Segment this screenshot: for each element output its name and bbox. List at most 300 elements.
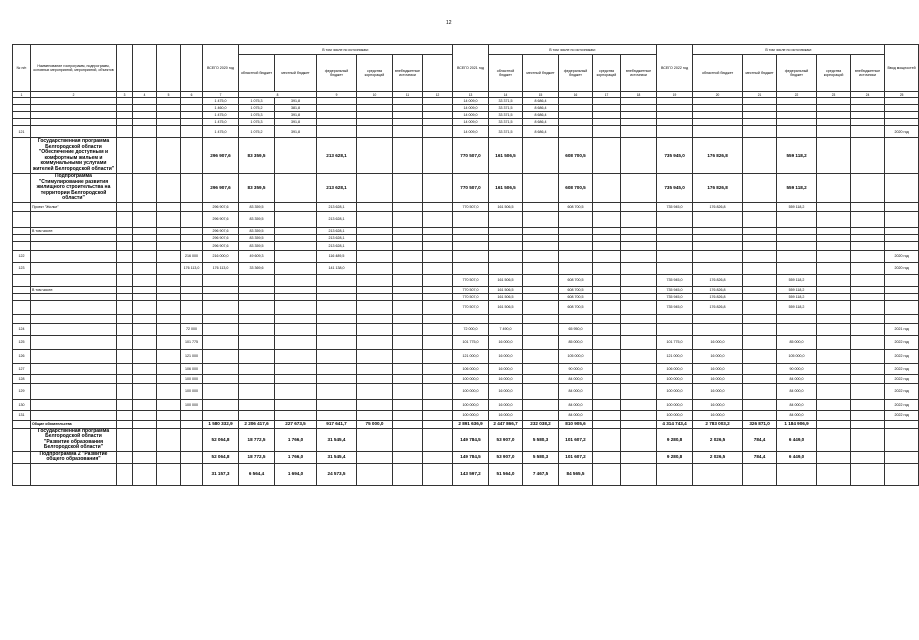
cell-c14 bbox=[453, 211, 489, 227]
cell-c23 bbox=[817, 451, 851, 463]
cell-c23 bbox=[817, 410, 851, 420]
column-number: 10 bbox=[357, 92, 393, 98]
row-number bbox=[13, 293, 31, 300]
cell-c23 bbox=[817, 293, 851, 300]
cell-c23 bbox=[817, 119, 851, 126]
cell-c20: 176 826,8 bbox=[693, 274, 743, 286]
cell-c12 bbox=[393, 420, 423, 428]
cell-c17 bbox=[559, 314, 593, 323]
cell-c14: 121 000,0 bbox=[453, 349, 489, 363]
cell-c16 bbox=[523, 314, 559, 323]
budget-table bbox=[12, 44, 919, 486]
cell-c22 bbox=[777, 463, 817, 485]
cell-c13 bbox=[423, 202, 453, 211]
cell-c18 bbox=[593, 383, 621, 399]
cell-c10 bbox=[317, 363, 357, 374]
cell-c25 bbox=[885, 112, 919, 119]
cell-c15: 16 000,0 bbox=[489, 374, 523, 383]
cell-c4 bbox=[133, 119, 157, 126]
cell-c20: 176 826,8 bbox=[693, 293, 743, 300]
cell-c23 bbox=[817, 174, 851, 203]
cell-c12 bbox=[393, 174, 423, 203]
cell-c4 bbox=[133, 399, 157, 410]
cell-c5 bbox=[157, 383, 181, 399]
cell-c14: 770 507,0 bbox=[453, 286, 489, 293]
cell-c8 bbox=[239, 314, 275, 323]
cell-c16 bbox=[523, 262, 559, 274]
cell-c13 bbox=[423, 293, 453, 300]
cell-c11 bbox=[357, 105, 393, 112]
cell-c13 bbox=[423, 323, 453, 335]
cell-c25: 2020 год bbox=[885, 126, 919, 138]
cell-c18b bbox=[621, 241, 657, 250]
row-name bbox=[31, 98, 117, 105]
cell-c17: 608 700,5 bbox=[559, 138, 593, 174]
cell-c22: 90 000,0 bbox=[777, 363, 817, 374]
cell-c16 bbox=[523, 202, 559, 211]
cell-c7 bbox=[203, 349, 239, 363]
cell-c3 bbox=[117, 374, 133, 383]
cell-c20: 2 783 003,2 bbox=[693, 420, 743, 428]
cell-c24 bbox=[851, 374, 885, 383]
cell-c24 bbox=[851, 451, 885, 463]
table-body bbox=[13, 45, 919, 486]
cell-c17: 810 905,6 bbox=[559, 420, 593, 428]
header-incl-2022: В том числе по источникам: bbox=[693, 45, 885, 55]
cell-c15: 33 371,5 bbox=[489, 98, 523, 105]
cell-c11 bbox=[357, 300, 393, 314]
cell-c19 bbox=[657, 211, 693, 227]
cell-c16: 8 686,4 bbox=[523, 126, 559, 138]
cell-c16: 232 038,2 bbox=[523, 420, 559, 428]
row-name bbox=[31, 314, 117, 323]
cell-c17: 608 700,5 bbox=[559, 274, 593, 286]
h21-corp: средства корпораций bbox=[593, 55, 621, 92]
cell-c3 bbox=[117, 286, 133, 293]
cell-c15: 16 000,0 bbox=[489, 399, 523, 410]
cell-c20 bbox=[693, 227, 743, 234]
cell-c21 bbox=[743, 126, 777, 138]
cell-c19: 735 945,0 bbox=[657, 300, 693, 314]
cell-c16: 8 686,4 bbox=[523, 119, 559, 126]
cell-c13 bbox=[423, 112, 453, 119]
cell-c23 bbox=[817, 420, 851, 428]
cell-c18b bbox=[621, 98, 657, 105]
cell-c18 bbox=[593, 174, 621, 203]
cell-c25 bbox=[885, 274, 919, 286]
cell-c17 bbox=[559, 241, 593, 250]
cell-c6: 106 000 bbox=[181, 363, 203, 374]
cell-c22: 6 449,0 bbox=[777, 428, 817, 451]
cell-c4 bbox=[133, 293, 157, 300]
cell-c3 bbox=[117, 112, 133, 119]
cell-c18 bbox=[593, 241, 621, 250]
cell-c24 bbox=[851, 420, 885, 428]
cell-c24 bbox=[851, 211, 885, 227]
table-row bbox=[13, 126, 919, 138]
header-type bbox=[117, 45, 133, 92]
cell-c3 bbox=[117, 383, 133, 399]
cell-c13 bbox=[423, 463, 453, 485]
cell-c25: 2022 год bbox=[885, 349, 919, 363]
cell-c15: 33 371,5 bbox=[489, 105, 523, 112]
cell-c25 bbox=[885, 234, 919, 241]
row-number bbox=[13, 428, 31, 451]
cell-c18b bbox=[621, 138, 657, 174]
cell-c8: 1 075,3 bbox=[239, 98, 275, 105]
cell-c22: 1 184 906,9 bbox=[777, 420, 817, 428]
cell-c19 bbox=[657, 98, 693, 105]
cell-c19: 106 000,0 bbox=[657, 363, 693, 374]
cell-c16 bbox=[523, 383, 559, 399]
cell-c4 bbox=[133, 126, 157, 138]
table-row bbox=[13, 383, 919, 399]
cell-c23 bbox=[817, 463, 851, 485]
h21-offbudget: внебюджетные источники bbox=[621, 55, 657, 92]
row-name: Государственная программа Белгородской области "Обеспечение доступным и комфортным жильем и коммунальными услугами жителей Белгородской области" bbox=[31, 138, 117, 174]
cell-c7: 1 580 332,9 bbox=[203, 420, 239, 428]
cell-c3 bbox=[117, 335, 133, 349]
cell-c23 bbox=[817, 314, 851, 323]
cell-c22: 559 118,2 bbox=[777, 174, 817, 203]
cell-c16: 8 686,4 bbox=[523, 98, 559, 105]
cell-c18 bbox=[593, 138, 621, 174]
cell-c8 bbox=[239, 410, 275, 420]
table-row bbox=[13, 451, 919, 463]
cell-c9 bbox=[275, 262, 317, 274]
cell-c9 bbox=[275, 138, 317, 174]
cell-c14 bbox=[453, 250, 489, 262]
cell-c20: 16 000,0 bbox=[693, 383, 743, 399]
cell-c20: 16 000,0 bbox=[693, 335, 743, 349]
cell-c6: 176 113,0 bbox=[181, 262, 203, 274]
cell-c24 bbox=[851, 323, 885, 335]
cell-c17 bbox=[559, 105, 593, 112]
cell-c9: 391,8 bbox=[275, 119, 317, 126]
cell-c20 bbox=[693, 112, 743, 119]
cell-c5 bbox=[157, 399, 181, 410]
cell-c22: 84 000,0 bbox=[777, 399, 817, 410]
cell-c6 bbox=[181, 286, 203, 293]
cell-c5 bbox=[157, 211, 181, 227]
cell-c7: 296 907,6 bbox=[203, 227, 239, 234]
row-name bbox=[31, 323, 117, 335]
cell-c5 bbox=[157, 420, 181, 428]
cell-c14: 143 597,2 bbox=[453, 463, 489, 485]
cell-c18b bbox=[621, 202, 657, 211]
row-number: 126 bbox=[13, 349, 31, 363]
cell-c3 bbox=[117, 119, 133, 126]
cell-c6: 72 000 bbox=[181, 323, 203, 335]
cell-c16 bbox=[523, 174, 559, 203]
row-name: Проект "Жилье" bbox=[31, 202, 117, 211]
cell-c15: 7 490,0 bbox=[489, 323, 523, 335]
cell-c22 bbox=[777, 241, 817, 250]
cell-c9: 1 694,0 bbox=[275, 463, 317, 485]
cell-c21: 784,4 bbox=[743, 451, 777, 463]
cell-c16 bbox=[523, 410, 559, 420]
cell-c11 bbox=[357, 234, 393, 241]
cell-c15: 16 000,0 bbox=[489, 363, 523, 374]
cell-c14 bbox=[453, 241, 489, 250]
cell-c7: 52 064,8 bbox=[203, 451, 239, 463]
cell-c19 bbox=[657, 126, 693, 138]
cell-c20 bbox=[693, 98, 743, 105]
cell-c18b bbox=[621, 420, 657, 428]
cell-c10: 213 628,1 bbox=[317, 211, 357, 227]
cell-c5 bbox=[157, 262, 181, 274]
table-row bbox=[13, 138, 919, 174]
cell-c5 bbox=[157, 314, 181, 323]
cell-c17: 84 000,0 bbox=[559, 399, 593, 410]
cell-c23 bbox=[817, 126, 851, 138]
cell-c18b bbox=[621, 314, 657, 323]
cell-c13 bbox=[423, 274, 453, 286]
cell-c7 bbox=[203, 383, 239, 399]
cell-c15 bbox=[489, 314, 523, 323]
cell-c13 bbox=[423, 286, 453, 293]
table-row bbox=[13, 262, 919, 274]
cell-c11 bbox=[357, 126, 393, 138]
cell-c15: 161 506,5 bbox=[489, 202, 523, 211]
cell-c17: 84 000,0 bbox=[559, 410, 593, 420]
table-row bbox=[13, 463, 919, 485]
cell-c15: 16 000,0 bbox=[489, 410, 523, 420]
row-name: В том числе: bbox=[31, 227, 117, 234]
cell-c5 bbox=[157, 174, 181, 203]
cell-c17: 65 950,0 bbox=[559, 323, 593, 335]
cell-c21 bbox=[743, 323, 777, 335]
row-number bbox=[13, 451, 31, 463]
cell-c9 bbox=[275, 241, 317, 250]
cell-c12 bbox=[393, 241, 423, 250]
cell-c4 bbox=[133, 98, 157, 105]
cell-c23 bbox=[817, 274, 851, 286]
cell-c15 bbox=[489, 234, 523, 241]
cell-c9 bbox=[275, 363, 317, 374]
table-row bbox=[13, 300, 919, 314]
cell-c10 bbox=[317, 399, 357, 410]
cell-c3 bbox=[117, 274, 133, 286]
cell-c10 bbox=[317, 323, 357, 335]
cell-c11 bbox=[357, 202, 393, 211]
cell-c12 bbox=[393, 234, 423, 241]
cell-c21 bbox=[743, 286, 777, 293]
cell-c12 bbox=[393, 98, 423, 105]
cell-c10: 24 573,5 bbox=[317, 463, 357, 485]
cell-c20: 176 826,8 bbox=[693, 300, 743, 314]
cell-c13 bbox=[423, 363, 453, 374]
cell-c3 bbox=[117, 202, 133, 211]
cell-c12 bbox=[393, 300, 423, 314]
cell-c22 bbox=[777, 227, 817, 234]
column-number: 13 bbox=[453, 92, 489, 98]
cell-c4 bbox=[133, 374, 157, 383]
cell-c16 bbox=[523, 300, 559, 314]
cell-c7 bbox=[203, 293, 239, 300]
cell-c19: 9 280,8 bbox=[657, 428, 693, 451]
cell-c14: 770 507,0 bbox=[453, 300, 489, 314]
table-row bbox=[13, 410, 919, 420]
cell-c8: 1 075,2 bbox=[239, 126, 275, 138]
cell-c13 bbox=[423, 174, 453, 203]
cell-c24 bbox=[851, 105, 885, 112]
cell-c17: 608 700,5 bbox=[559, 293, 593, 300]
cell-c18b bbox=[621, 363, 657, 374]
cell-c15: 51 564,0 bbox=[489, 463, 523, 485]
cell-c8: 49 609,3 bbox=[239, 250, 275, 262]
h22-federal: федеральный бюджет bbox=[777, 55, 817, 92]
cell-c4 bbox=[133, 274, 157, 286]
column-number: 14 bbox=[489, 92, 523, 98]
cell-c6: 100 000 bbox=[181, 374, 203, 383]
cell-c10 bbox=[317, 293, 357, 300]
cell-c6 bbox=[181, 202, 203, 211]
cell-c21 bbox=[743, 211, 777, 227]
table-row bbox=[13, 112, 919, 119]
table-row bbox=[13, 250, 919, 262]
column-number: 1 bbox=[13, 92, 31, 98]
cell-c12 bbox=[393, 274, 423, 286]
row-name bbox=[31, 112, 117, 119]
cell-c22 bbox=[777, 234, 817, 241]
cell-c14: 100 000,0 bbox=[453, 383, 489, 399]
cell-c16: 8 686,4 bbox=[523, 112, 559, 119]
row-name bbox=[31, 335, 117, 349]
cell-c18 bbox=[593, 274, 621, 286]
cell-c6 bbox=[181, 112, 203, 119]
cell-c16 bbox=[523, 274, 559, 286]
cell-c13 bbox=[423, 374, 453, 383]
cell-c16 bbox=[523, 323, 559, 335]
cell-c14: 770 507,0 bbox=[453, 202, 489, 211]
cell-c13 bbox=[423, 314, 453, 323]
cell-c13 bbox=[423, 349, 453, 363]
cell-c18 bbox=[593, 451, 621, 463]
cell-c22 bbox=[777, 250, 817, 262]
cell-c23 bbox=[817, 374, 851, 383]
cell-c18b bbox=[621, 428, 657, 451]
cell-c10: 213 628,1 bbox=[317, 227, 357, 234]
cell-c20 bbox=[693, 119, 743, 126]
cell-c4 bbox=[133, 349, 157, 363]
cell-c11 bbox=[357, 119, 393, 126]
cell-c8 bbox=[239, 293, 275, 300]
row-number bbox=[13, 463, 31, 485]
cell-c14 bbox=[453, 262, 489, 274]
cell-c11 bbox=[357, 374, 393, 383]
cell-c4 bbox=[133, 202, 157, 211]
h21-regional: областной бюджет bbox=[489, 55, 523, 92]
cell-c19 bbox=[657, 105, 693, 112]
cell-c20: 2 026,5 bbox=[693, 451, 743, 463]
page-number: 12 bbox=[446, 20, 452, 26]
cell-c16 bbox=[523, 211, 559, 227]
cell-c8: 83 359,5 bbox=[239, 174, 275, 203]
cell-c6 bbox=[181, 126, 203, 138]
cell-c18b bbox=[621, 286, 657, 293]
cell-c15: 33 371,5 bbox=[489, 112, 523, 119]
cell-c19: 735 945,0 bbox=[657, 202, 693, 211]
cell-c25 bbox=[885, 227, 919, 234]
cell-c13 bbox=[423, 300, 453, 314]
cell-c19: 735 945,0 bbox=[657, 174, 693, 203]
cell-c6 bbox=[181, 174, 203, 203]
cell-c17 bbox=[559, 234, 593, 241]
cell-c23 bbox=[817, 227, 851, 234]
h22-offbudget: внебюджетные источники bbox=[851, 55, 885, 92]
cell-c13 bbox=[423, 451, 453, 463]
row-name bbox=[31, 234, 117, 241]
cell-c12 bbox=[393, 119, 423, 126]
cell-c3 bbox=[117, 363, 133, 374]
cell-c14: 106 000,0 bbox=[453, 363, 489, 374]
cell-c23 bbox=[817, 286, 851, 293]
cell-c21 bbox=[743, 262, 777, 274]
cell-c21 bbox=[743, 363, 777, 374]
row-number bbox=[13, 286, 31, 293]
cell-c10 bbox=[317, 274, 357, 286]
cell-c15: 161 506,5 bbox=[489, 138, 523, 174]
table-row bbox=[13, 174, 919, 203]
cell-c5 bbox=[157, 112, 181, 119]
cell-c11 bbox=[357, 399, 393, 410]
cell-c4 bbox=[133, 363, 157, 374]
cell-c12 bbox=[393, 262, 423, 274]
cell-c5 bbox=[157, 410, 181, 420]
cell-c25 bbox=[885, 174, 919, 203]
h22-corp: средства корпораций bbox=[817, 55, 851, 92]
cell-c25: 2022 год bbox=[885, 363, 919, 374]
cell-c7 bbox=[203, 286, 239, 293]
cell-c21: 326 871,0 bbox=[743, 420, 777, 428]
cell-c18 bbox=[593, 293, 621, 300]
cell-c5 bbox=[157, 119, 181, 126]
cell-c21 bbox=[743, 119, 777, 126]
cell-c17: 84 000,0 bbox=[559, 374, 593, 383]
cell-c24 bbox=[851, 234, 885, 241]
cell-c20: 176 826,8 bbox=[693, 286, 743, 293]
cell-c16: 5 580,3 bbox=[523, 451, 559, 463]
cell-c9 bbox=[275, 349, 317, 363]
cell-c25: 2022 год bbox=[885, 410, 919, 420]
row-number bbox=[13, 174, 31, 203]
cell-c15 bbox=[489, 227, 523, 234]
cell-c3 bbox=[117, 420, 133, 428]
cell-c13 bbox=[423, 410, 453, 420]
cell-c10: 31 545,4 bbox=[317, 451, 357, 463]
cell-c17: 608 700,5 bbox=[559, 300, 593, 314]
cell-c18b bbox=[621, 410, 657, 420]
cell-c14 bbox=[453, 234, 489, 241]
cell-c3 bbox=[117, 211, 133, 227]
cell-c10 bbox=[317, 383, 357, 399]
cell-c17: 84 565,5 bbox=[559, 463, 593, 485]
cell-c5 bbox=[157, 274, 181, 286]
cell-c18 bbox=[593, 126, 621, 138]
cell-c18b bbox=[621, 383, 657, 399]
cell-c10: 213 628,1 bbox=[317, 241, 357, 250]
cell-c15: 2 447 866,7 bbox=[489, 420, 523, 428]
cell-c5 bbox=[157, 300, 181, 314]
cell-c20 bbox=[693, 241, 743, 250]
cell-c5 bbox=[157, 98, 181, 105]
cell-c8: 18 772,5 bbox=[239, 428, 275, 451]
cell-c4 bbox=[133, 241, 157, 250]
cell-c8: 83 359,5 bbox=[239, 138, 275, 174]
cell-c12 bbox=[393, 410, 423, 420]
cell-c22 bbox=[777, 126, 817, 138]
